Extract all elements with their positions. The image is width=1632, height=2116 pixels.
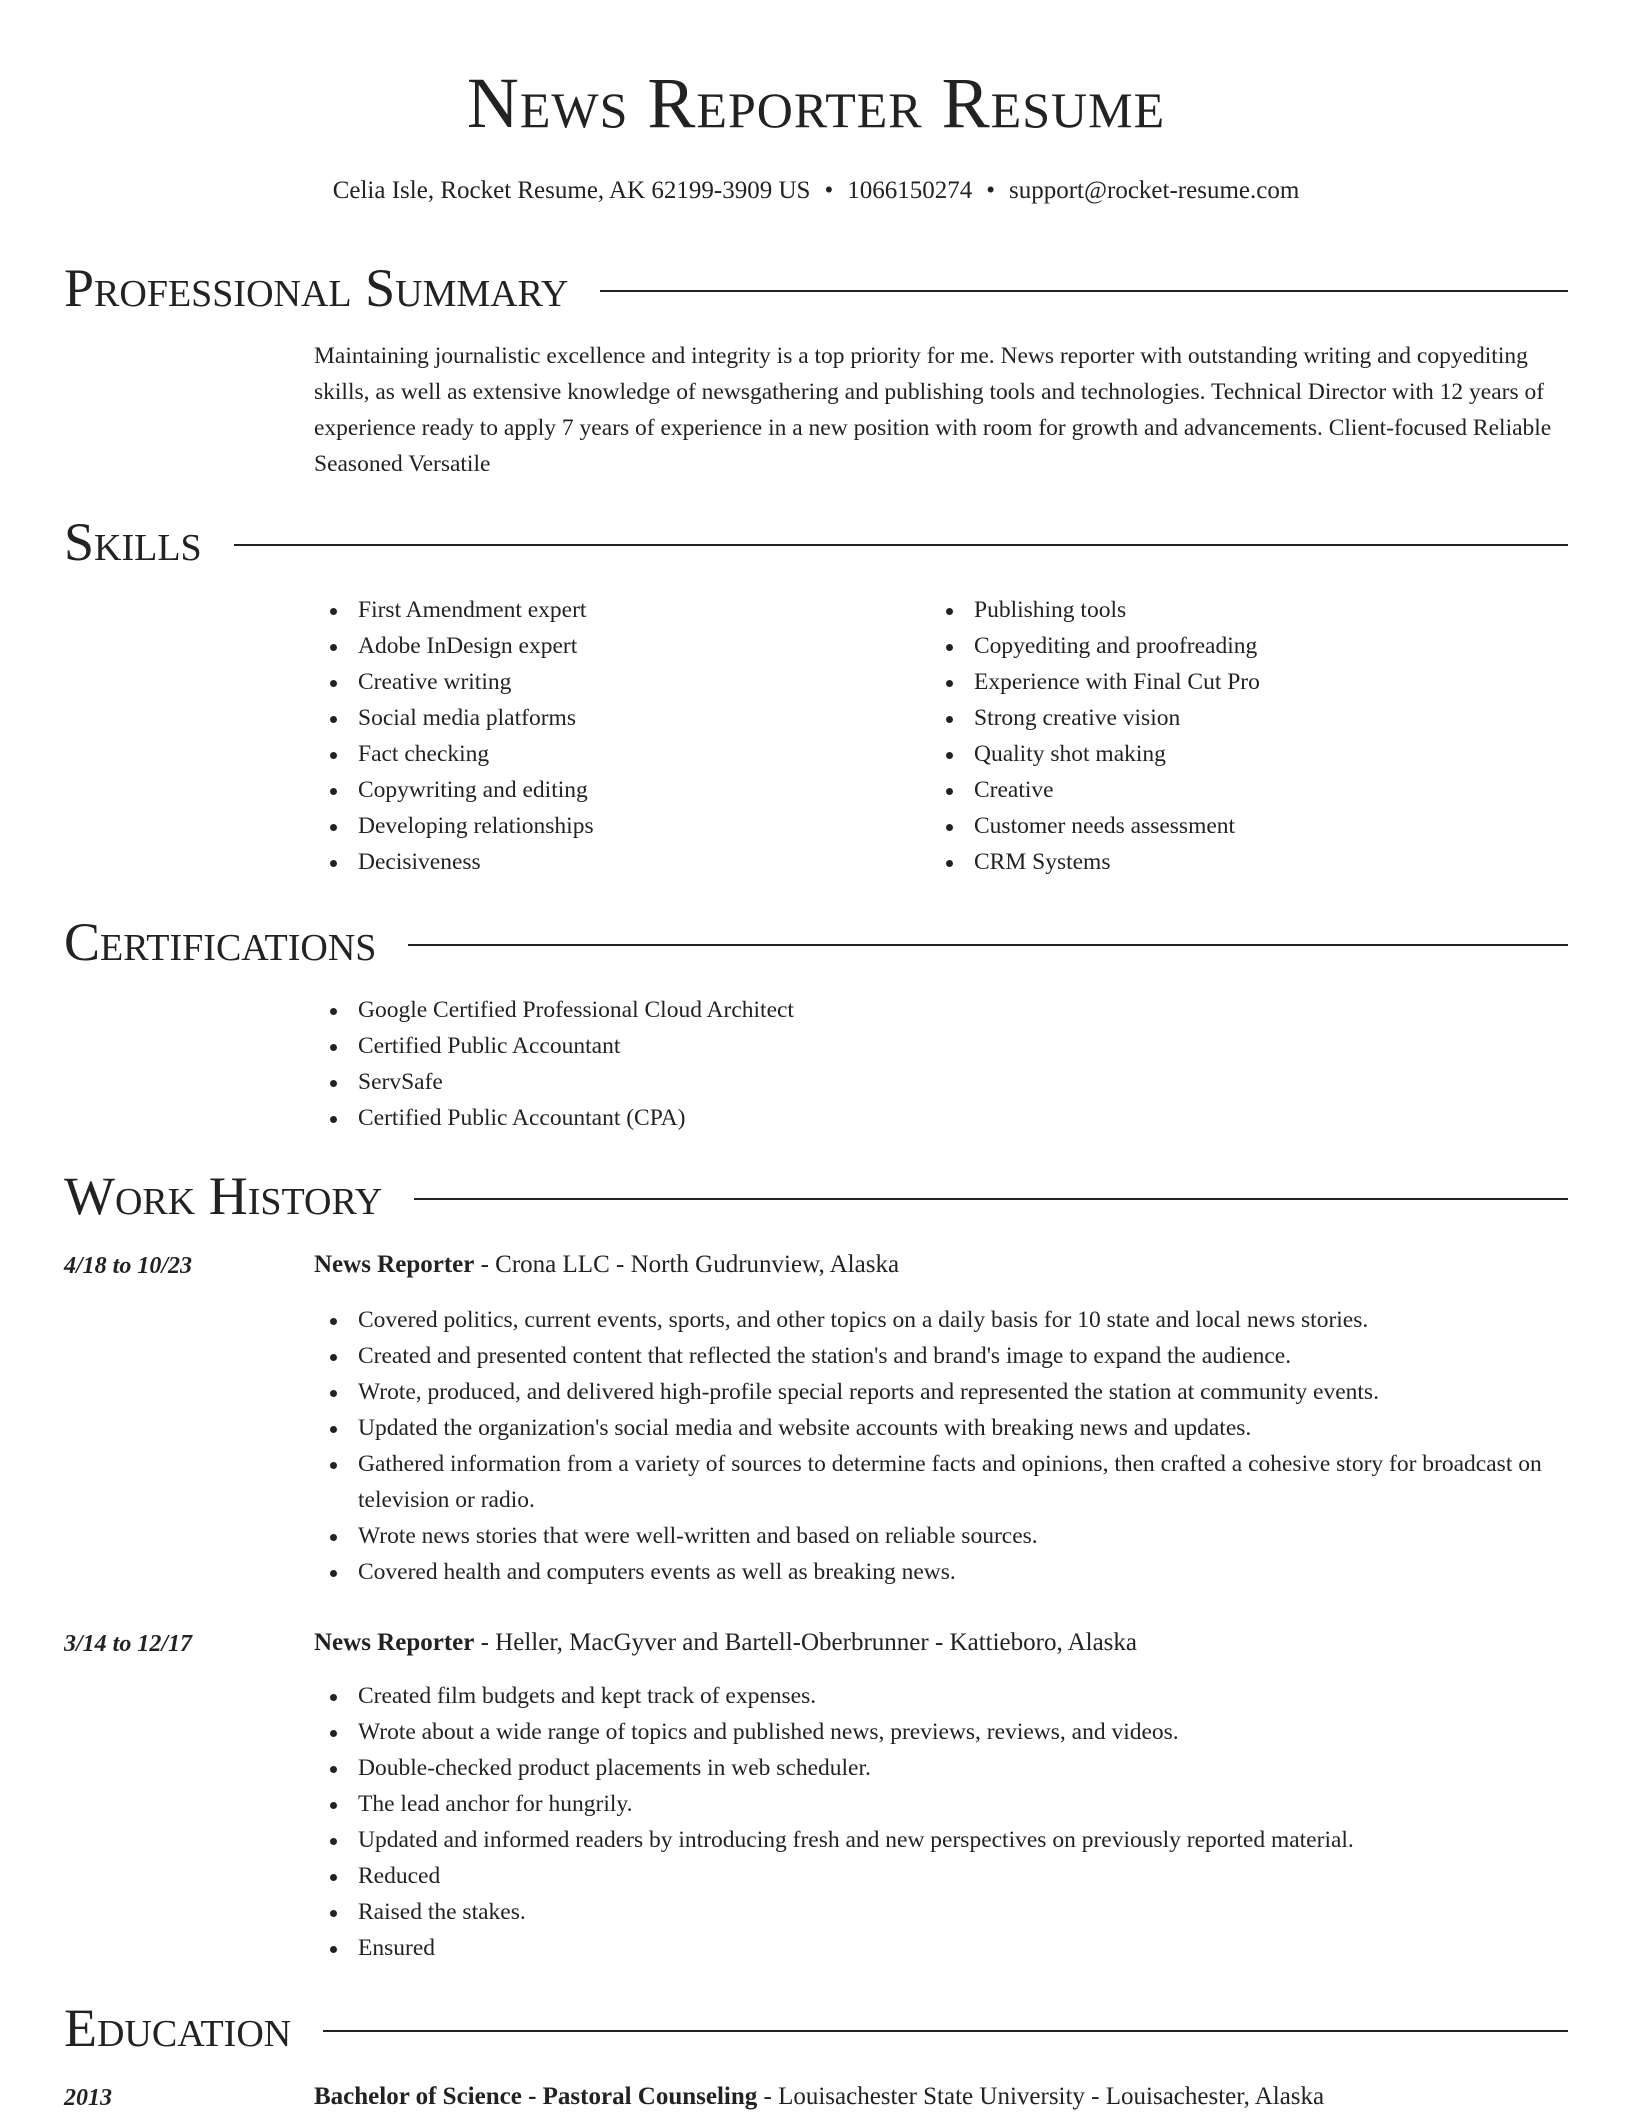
job-header [314,1625,1568,1661]
skills-heading: Skills [64,512,202,572]
skills-columns [314,592,1568,880]
contact-address: Celia Isle, Rocket Resume, AK 62199-3909 US [332,177,811,204]
summary-block [314,338,1568,482]
skills-block [314,592,1568,880]
job-bullet: Wrote, produced, and delivered high-profile special reports and represented the station at community events. [314,1374,1568,1410]
section-divider [600,290,1568,292]
certifications-heading: Certifications [64,912,377,972]
resume-title: News Reporter Resume [466,63,1166,143]
job-dates: 4/18 to 10/23 [64,1253,193,1279]
job-bullet: Wrote news stories that were well-written and based on reliable sources. [314,1518,1568,1554]
job-bullet: Raised the stakes. [314,1894,1568,1930]
job-details: - Heller, MacGyver and Bartell-Oberbrunner - Kattieboro, Alaska [474,1629,1137,1656]
summary-text: Maintaining journalistic excellence and integrity is a top priority for me. News reporter with outstanding writing and copyediting skills, as well as extensive knowledge of newsgathering and publishing tools and technologies. Technical Director with 12 years of experience ready to apply 7 years of experience in a new position with room for growth and advancements. Client-focused Reliable Seasoned Versatile [314,343,1552,477]
certifications-block [314,992,1568,1136]
section-divider [234,544,1568,546]
job-bullet: Created film budgets and kept track of expenses. [314,1678,1568,1714]
job-bullet: Reduced [314,1858,1568,1894]
skill-item: Adobe InDesign expert [314,628,930,664]
summary-section-header [64,256,1568,320]
job-details: - Crona LLC - North Gudrunview, Alaska [474,1251,900,1278]
skill-item: Developing relationships [314,808,930,844]
section-divider [414,1198,1568,1200]
job-bullets [314,1302,1568,1590]
skills-list-left [314,592,930,880]
skills-list-right [930,592,1546,880]
certification-item: Google Certified Professional Cloud Architect [314,992,1568,1028]
education-heading: Education [64,1998,292,2058]
job-dates: 3/14 to 12/17 [64,1631,193,1657]
skill-item: Creative [930,772,1546,808]
contact-line [0,176,1632,206]
skill-item: CRM Systems [930,844,1546,880]
education-degree: Bachelor of Science - Pastoral Counseling [314,2083,758,2110]
skill-item: Strong creative vision [930,700,1546,736]
skill-item: Copywriting and editing [314,772,930,808]
skill-item: Experience with Final Cut Pro [930,664,1546,700]
skill-item: Creative writing [314,664,930,700]
job-header [314,1247,1568,1283]
work-heading: Work History [64,1166,383,1226]
skill-item: Copyediting and proofreading [930,628,1546,664]
job-bullet: The lead anchor for hungrily. [314,1786,1568,1822]
job-bullet: Updated the organization's social media and website accounts with breaking news and updates. [314,1410,1568,1446]
skill-item: Customer needs assessment [930,808,1546,844]
job-bullet: Covered politics, current events, sports, and other topics on a daily basis for 10 state and local news stories. [314,1302,1568,1338]
skill-item: Decisiveness [314,844,930,880]
skill-item: Social media platforms [314,700,930,736]
education-year: 2013 [64,2085,112,2111]
section-divider [323,2030,1568,2032]
job-bullet: Gathered information from a variety of sources to determine facts and opinions, then crafted a cohesive story for broadcast on television or radio. [314,1446,1568,1518]
job-bullet: Covered health and computers events as well as breaking news. [314,1554,1568,1590]
job-bullets [314,1678,1568,1966]
job-bullet: Updated and informed readers by introducing fresh and new perspectives on previously reported material. [314,1822,1568,1858]
contact-email: support@rocket-resume.com [1008,177,1300,204]
contact-phone: 1066150274 [847,177,973,204]
section-divider [408,944,1568,946]
job-bullet: Ensured [314,1930,1568,1966]
skill-item: Fact checking [314,736,930,772]
education-details: - Louisachester State University - Louisachester, Alaska [757,2083,1325,2110]
contact-separator: • [824,177,834,204]
certification-item: Certified Public Accountant [314,1028,1568,1064]
contact-separator: • [986,177,995,204]
certification-item: Certified Public Accountant (CPA) [314,1100,1568,1136]
education-section-header [64,1996,1568,2060]
job-title: News Reporter [314,1629,475,1656]
job-bullet: Created and presented content that reflected the station's and brand's image to expand the audience. [314,1338,1568,1374]
certifications-section-header [64,910,1568,974]
education-header [314,2079,1568,2115]
skill-item: Publishing tools [930,592,1546,628]
work-section-header [64,1164,1568,1228]
skill-item: Quality shot making [930,736,1546,772]
certification-item: ServSafe [314,1064,1568,1100]
job-bullet: Double-checked product placements in web scheduler. [314,1750,1568,1786]
skills-section-header [64,510,1568,574]
job-bullets-block [314,1678,1568,1966]
skill-item: First Amendment expert [314,592,930,628]
job-bullet: Wrote about a wide range of topics and published news, previews, reviews, and videos. [314,1714,1568,1750]
summary-heading: Professional Summary [64,258,569,318]
job-bullets-block [314,1302,1568,1590]
certifications-list [314,992,1568,1136]
job-title: News Reporter [314,1251,475,1278]
